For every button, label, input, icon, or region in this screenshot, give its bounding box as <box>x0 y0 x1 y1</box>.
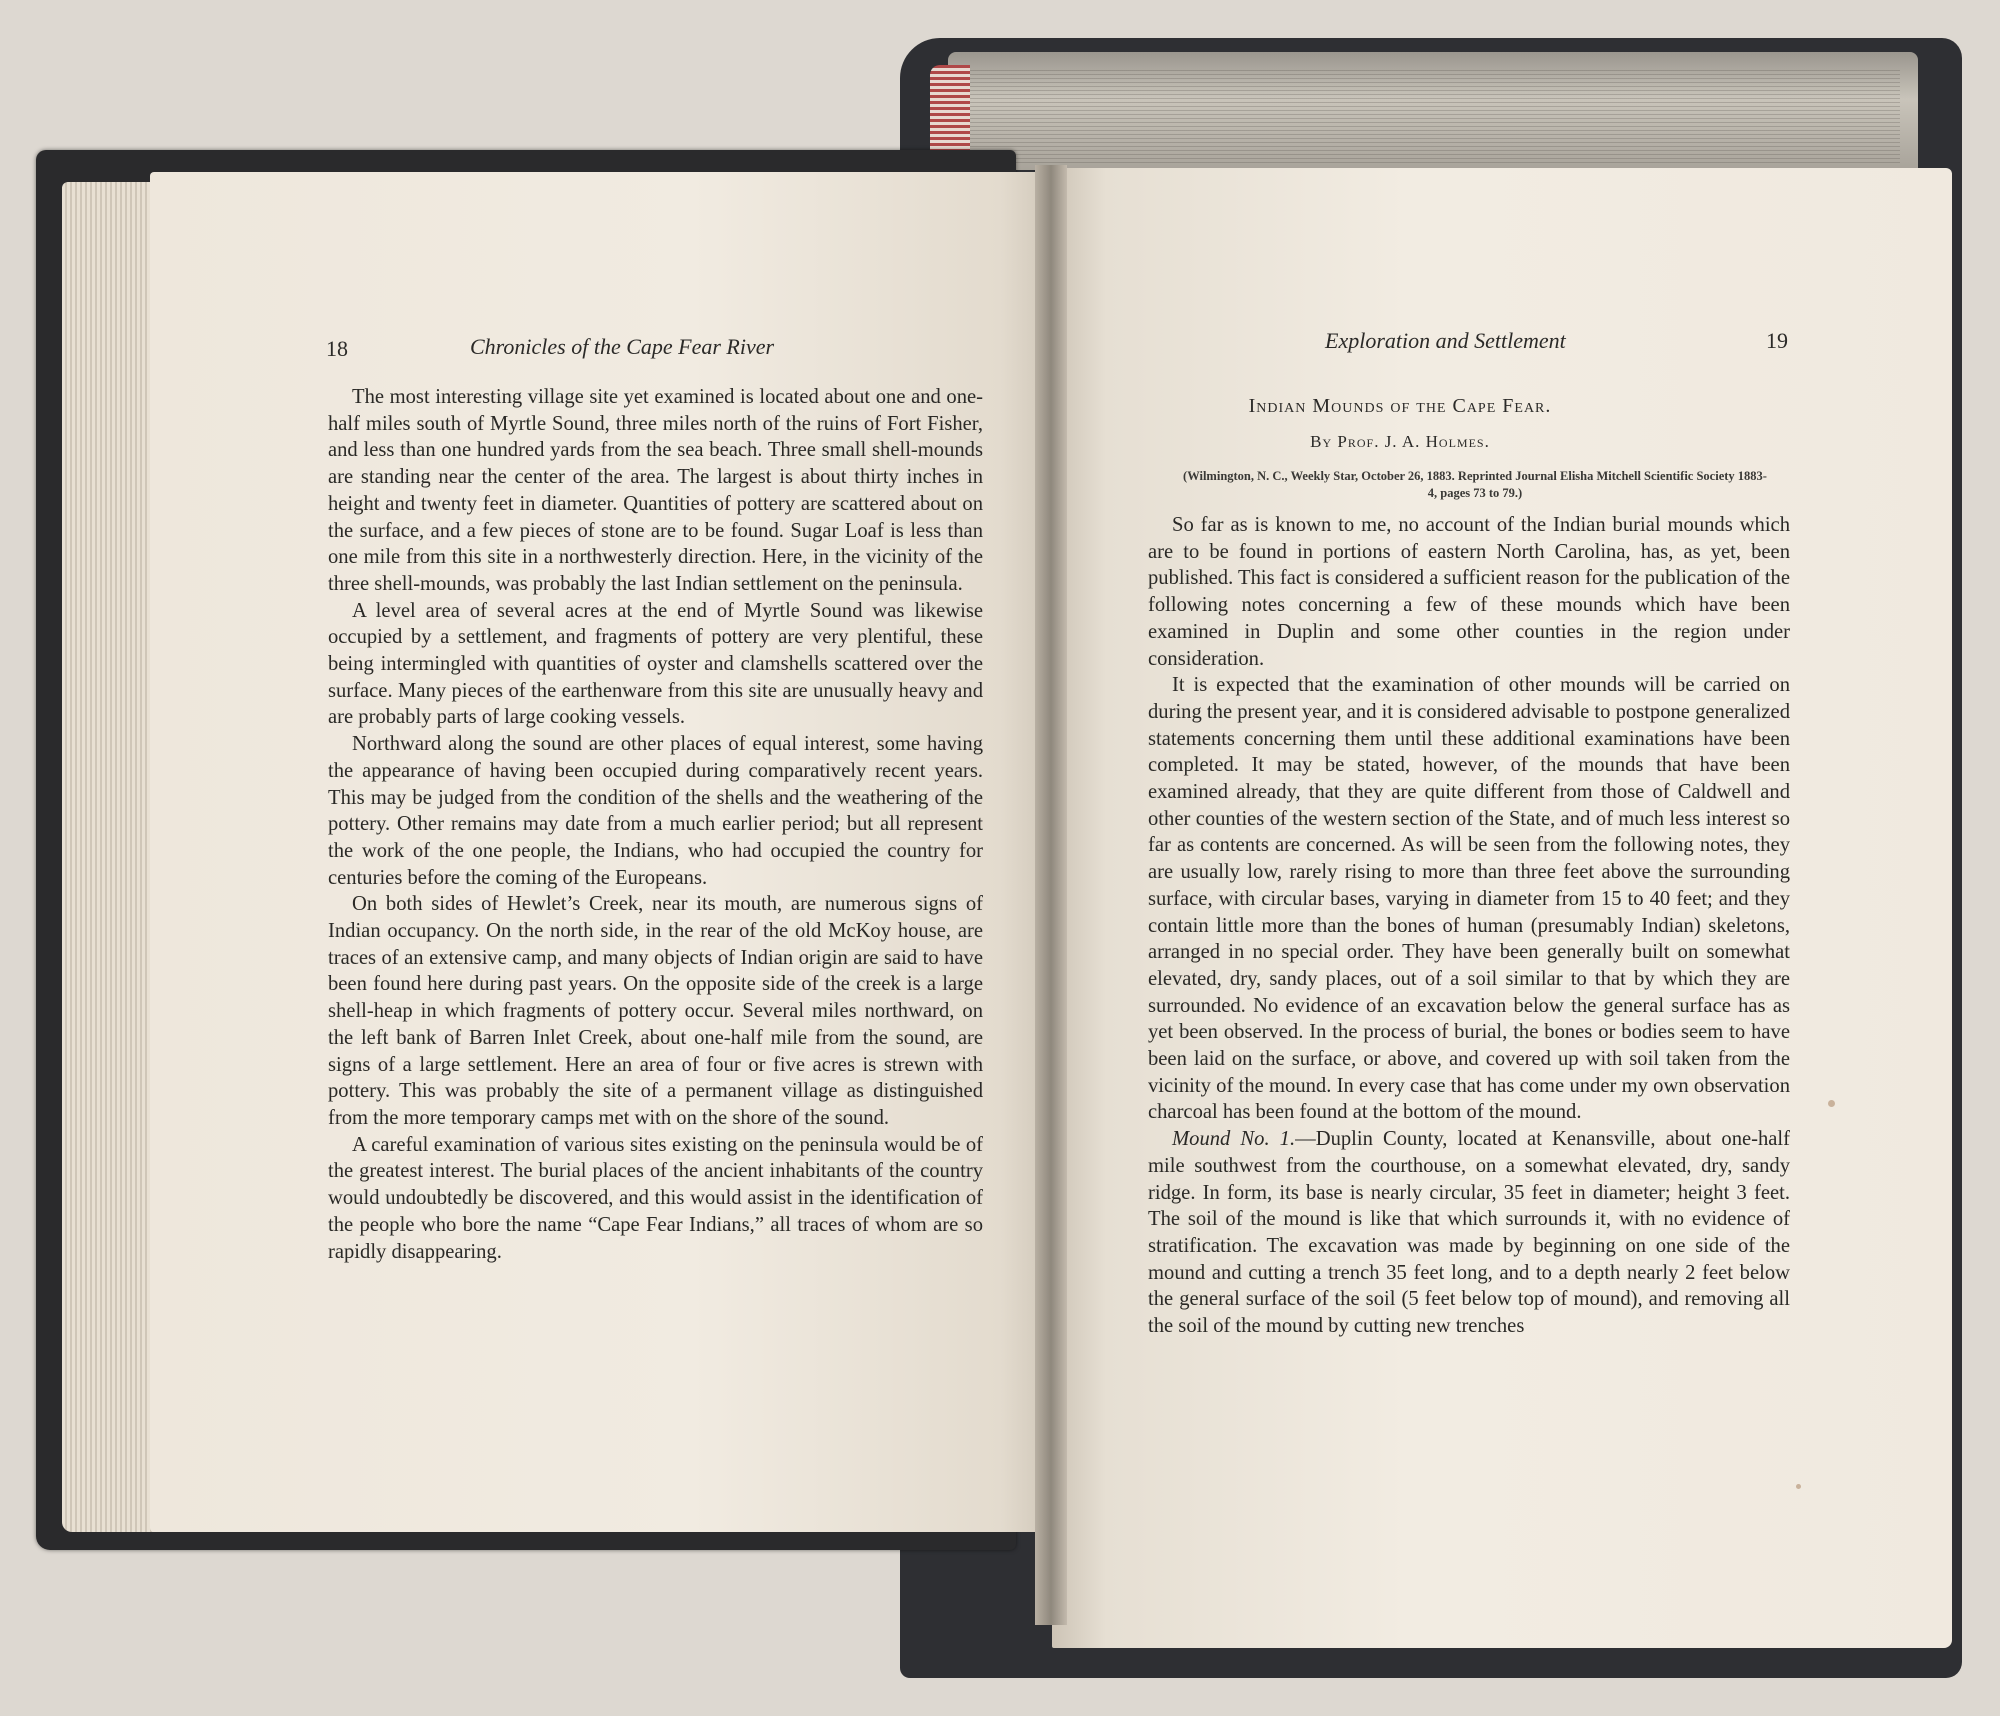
article-title: Indian Mounds of the Cape Fear. <box>1248 395 1552 417</box>
article-byline: By Prof. J. A. Holmes. <box>1310 432 1490 451</box>
mound-paragraph <box>1148 1126 1790 1340</box>
paper-speck <box>1828 1100 1835 1107</box>
right-page-body <box>1148 512 1790 1340</box>
mound-text: —Duplin County, located at Kenansville, about one-half mile southwest from the courthouse, on a somewhat elevated, dry, sandy ridge. In form, its base is nearly circular, 35 feet in diameter; height 3 feet. The soil of the mound is like that which surrounds it, with no evidence of stratification. The excavation was made by beginning on one side of the mound and cutting a trench 35 feet long, and to a depth nearly 2 feet below the general surface of the soil (5 feet below top of mound), and removing all the soil of the mound by cutting new trenches <box>1148 1128 1791 1338</box>
mound-heading: Mound No. 1. <box>1172 1128 1296 1151</box>
left-running-head <box>470 334 774 360</box>
page-edges-top <box>960 70 1900 165</box>
right-running-head-text: Exploration and Settlement <box>1325 328 1566 353</box>
left-page-body <box>328 384 983 1265</box>
left-page-number: 18 <box>326 336 348 361</box>
right-paragraph-2: It is expected that the examination of other mounds will be carried on during the present year, and it is considered advisable to postpone generalized statements concerning them until these additional examinations have been completed. It may be stated, however, of the mounds that have been examined already, that they are quite different from those of Caldwell and other counties of the western section of the State, and of much less interest so far as contents are concerned. As will be seen from the following notes, they are usually low, rarely rising to more than three feet above the surrounding surface, with circular bases, varying in diameter from 15 to 40 feet; and they contain little more than the bones of human (presumably Indian) skeletons, arranged in no special order. They have been generally built on somewhat elevated, dry, sandy places, out of a soil similar to that by which they are surrounded. No evidence of an excavation below the general surface has as yet been observed. In the process of burial, the bones or bodies seem to have been laid on the surface, or above, and covered up with soil taken from the vicinity of the mound. In every case that has come under my own observation charcoal has been found at the bottom of the mound. <box>1148 674 1790 1124</box>
left-paragraph-2: A level area of several acres at the end of Myrtle Sound was likewise occupied by a settlement, and fragments of pottery are very plentiful, these being intermingled with quantities of oyster and clamshells scattered over the surface. Many pieces of the earthenware from this site are unusually heavy and are probably parts of large cooking vessels. <box>328 599 983 729</box>
book-gutter <box>1035 165 1067 1625</box>
left-paragraph-3: Northward along the sound are other places of equal interest, some having the appearance of having been occupied during comparatively recent years. This may be judged from the condition of the shells and the weathering of the pottery. Other remains may date from a much earlier period; but all represent the work of the one people, the Indians, who had occupied the country for centuries before the coming of the Europeans. <box>328 733 983 889</box>
left-paragraph-5: A careful examination of various sites existing on the peninsula would be of the greatest interest. The burial places of the ancient inhabitants of the country would undoubtedly be discovered, and this would assist in the identification of the people who bore the name “Cape Fear Indians,” all traces of whom are so rapidly disappearing. <box>328 1133 983 1263</box>
left-paragraph-1: The most interesting village site yet examined is located about one and one-half miles south of Myrtle Sound, three miles north of the ruins of Fort Fisher, and less than one hundred yards from the sea beach. Three small shell-mounds are standing near the center of the area. The largest is about thirty inches in height and twenty feet in diameter. Quantities of pottery are scattered about on the surface, and a few pieces of stone are to be found. Sugar Loaf is less than one mile from this site in a northwesterly direction. Here, in the vicinity of the three shell-mounds, was probably the last Indian settlement on the peninsula. <box>328 386 983 595</box>
paper-speck <box>1796 1484 1801 1489</box>
left-running-head-text: Chronicles of the Cape Fear River <box>470 334 775 359</box>
left-paragraph-4: On both sides of Hewlet’s Creek, near its mouth, are numerous signs of Indian occupancy. On the north side, in the rear of the old McKoy house, are traces of an extensive camp, and many objects of Indian origin are said to have been found here during past years. On the opposite side of the creek is a large shell-heap in which fragments of pottery occur. Several miles northward, on the left bank of Barren Inlet Creek, about one-half mile from the sound, are signs of a large settlement. Here an area of four or five acres is strewn with pottery. This was probably the site of a permanent village as distinguished from the more temporary camps met with on the shore of the sound. <box>328 893 983 1129</box>
right-running-head <box>1325 328 1566 354</box>
right-paragraph-1: So far as is known to me, no account of the Indian burial mounds which are to be found in portions of eastern North Carolina, has, as yet, been published. This fact is considered a sufficient reason for the publication of the following notes concerning a few of these mounds which have been examined in Duplin and some other counties in the region under consideration. <box>1148 514 1790 670</box>
right-page-number: 19 <box>1766 328 1788 353</box>
article-source-note: (Wilmington, N. C., Weekly Star, October 26, 1883. Reprinted Journal Elisha Mitchell Scientific Society 1883-4, pages 73 to 79.) <box>1183 469 1767 500</box>
